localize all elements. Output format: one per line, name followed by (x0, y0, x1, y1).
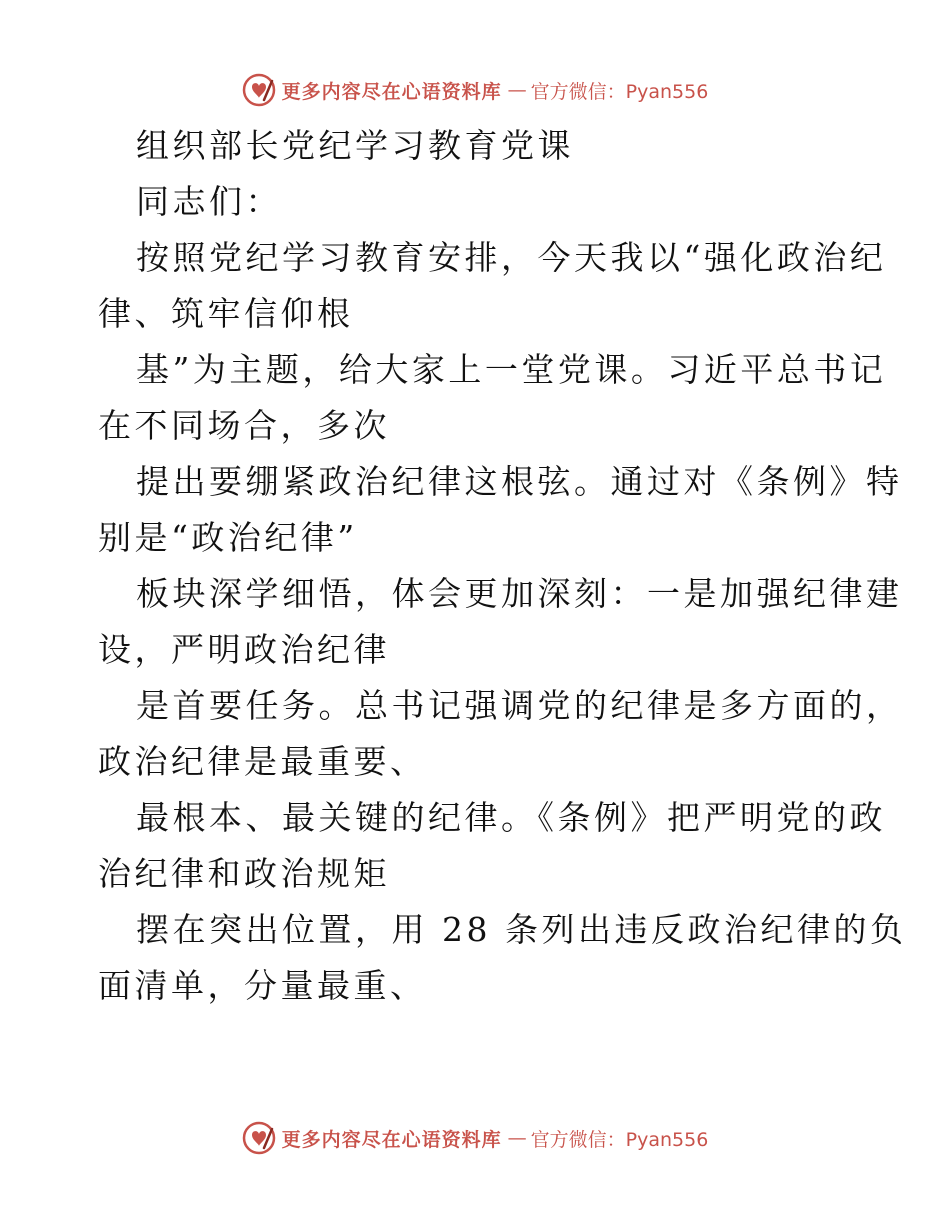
header-contact-text: 官方微信：Pyan556 (530, 80, 709, 103)
paragraph-line: 最根本、最关键的纪律。《条例》把严明党的政 (136, 798, 886, 837)
paragraph-line: 政治纪律是最重要、 (98, 742, 427, 781)
paragraph-line: 板块深学细悟，体会更加深刻：一是加强纪律建 (136, 574, 903, 613)
header-dash: — (507, 79, 525, 101)
header-brand-text: 更多内容尽在心语资料库 (281, 80, 502, 103)
header-banner (0, 70, 950, 110)
footer-brand-text: 更多内容尽在心语资料库 (281, 1128, 502, 1151)
paragraph-line: 是首要任务。总书记强调党的纪律是多方面的， (136, 686, 903, 725)
paragraph-line: 提出要绷紧政治纪律这根弦。通过对《条例》特 (136, 462, 903, 501)
paragraph-line: 别是“政治纪律” (98, 518, 358, 557)
footer-contact-text: 官方微信：Pyan556 (530, 1128, 709, 1151)
document-title: 组织部长党纪学习教育党课 (136, 126, 574, 165)
paragraph-line: 设，严明政治纪律 (98, 630, 390, 669)
footer-banner (0, 1118, 950, 1158)
footer-dash: — (507, 1127, 525, 1149)
paragraph-line: 同志们： (136, 182, 282, 221)
paragraph-line: 在不同场合，多次 (98, 406, 390, 445)
document-body (98, 118, 907, 1014)
paragraph-line: 治纪律和政治规矩 (98, 854, 390, 893)
paragraph-line: 摆在突出位置，用 28 条列出违反政治纪律的负 (136, 910, 907, 949)
paragraph-line: 基”为主题，给大家上一堂党课。习近平总书记 (136, 350, 887, 389)
paragraph-line: 按照党纪学习教育安排，今天我以“强化政治纪 (136, 238, 887, 277)
paragraph-line: 面清单，分量最重、 (98, 966, 427, 1005)
paragraph-line: 律、筑牢信仰根 (98, 294, 354, 333)
heart-pen-logo-icon (242, 1121, 276, 1155)
heart-pen-logo-icon (242, 73, 276, 107)
